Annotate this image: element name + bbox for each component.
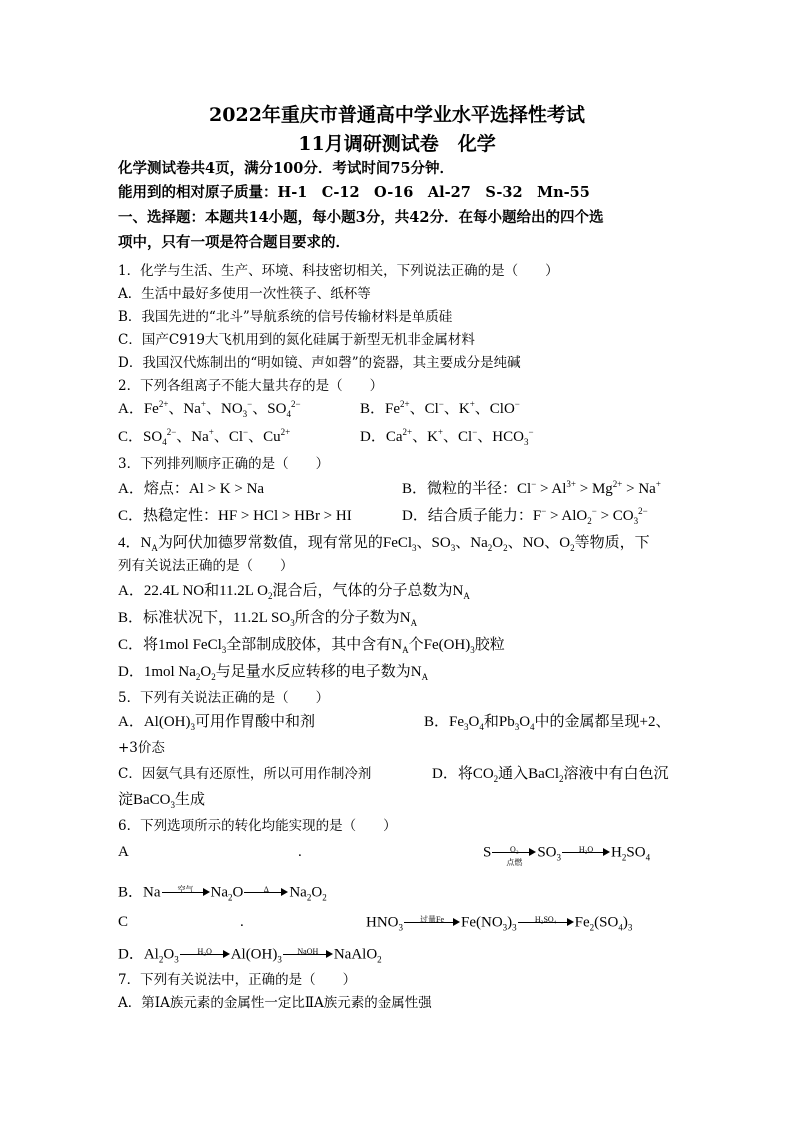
q1-option-c: C．国产C919大飞机用到的氮化硅属于新型无机非金属材料 bbox=[118, 332, 475, 348]
q6-option-a-label: A bbox=[118, 844, 129, 860]
q1-option-b: B．我国先进的“北斗”导航系统的信号传输材料是单质硅 bbox=[118, 309, 453, 325]
arrow-label-h2o: H₂O bbox=[197, 947, 212, 956]
q2-option-b: B．$Fe^{2+}$、Cl−、K+、ClO− bbox=[360, 399, 520, 417]
q6-option-c-label: C bbox=[118, 914, 129, 930]
q5-option-d: D．将$CO_2$通入BaCl$_2$溶液中有白色沉 bbox=[432, 766, 669, 784]
section-heading-line1: 一、选择题：本题共14小题，每小题3分，共42分．在每小题给出的四个选 bbox=[118, 209, 604, 226]
q2-option-d: D．$Ca^{2+}$、K+、Cl−、$HCO_3^-$ bbox=[360, 427, 534, 447]
arrow-label-air: 空气 bbox=[177, 885, 194, 894]
q1-stem: 1．化学与生活、生产、环境、科技密切相关，下列说法正确的是（ ） bbox=[118, 263, 559, 279]
q4-option-c: C．将1mol FeCl$_3$全部制成胶体，其中含有$N_A$个$Fe(OH)_3$胶粒 bbox=[118, 637, 505, 655]
q6-stem: 6．下列选项所示的转化均能实现的是（ ） bbox=[118, 818, 397, 834]
q7-stem: 7．下列有关说法中，正确的是（ ） bbox=[118, 972, 357, 988]
q4-option-b: B．标准状况下，11.2L $SO_3$所含的分子数为$N_A$ bbox=[118, 610, 418, 628]
q5-stem: 5．下列有关说法正确的是（ ） bbox=[118, 690, 330, 706]
q5-option-d-cont: 淀BaCO$_3$生成 bbox=[118, 792, 206, 810]
q6-option-c-dot: . bbox=[240, 914, 244, 930]
q1-option-a: A．生活中最好多使用一次性筷子、纸杯等 bbox=[118, 286, 371, 302]
q5-option-a-text: 可用作胃酸中和剂 bbox=[195, 714, 316, 730]
arrow-label-naoh: NaOH bbox=[297, 947, 319, 956]
q2-stem: 2．下列各组离子不能大量共存的是（ ） bbox=[118, 378, 384, 394]
q4-stem-end: 等物质，下 bbox=[574, 535, 650, 551]
q7-option-a: A．第ⅠA族元素的金属性一定比ⅡA族元素的金属性强 bbox=[118, 995, 432, 1011]
q4-option-d: D．1mol $Na_2O_2$与足量水反应转移的电子数为$N_A$ bbox=[118, 664, 429, 682]
q3-stem: 3．下列排列顺序正确的是（ ） bbox=[118, 456, 330, 472]
q4-stem: 4．$N_A$为阿伏加德罗常数值，现有常见的FeCl$_3$、$SO_3$、$Na_2O_2$、NO、$O_2$等物质，下 bbox=[118, 535, 650, 553]
reaction-arrow bbox=[562, 843, 610, 863]
q5-option-c: C．因氨气具有还原性，所以可用作制冷剂 bbox=[118, 766, 372, 782]
exam-info: 化学测试卷共4页，满分100分．考试时间75分钟． bbox=[118, 160, 455, 177]
arrow-label-h2o: H₂O bbox=[578, 845, 594, 854]
reaction-arrow bbox=[244, 883, 288, 903]
q3-option-b: B．微粒的半径：$Cl^- > Al^{3+} > Mg^{2+} > Na^+$ bbox=[402, 479, 661, 497]
reaction-arrow bbox=[162, 883, 210, 903]
q1-option-d: D．我国汉代炼制出的“明如镜、声如磬”的瓷器，其主要成分是纯碱 bbox=[118, 355, 521, 371]
atomic-masses: 能用到的相对原子质量：H-1 C-12 O-16 Al-27 S-32 Mn-55 bbox=[118, 184, 590, 201]
q6-option-a-dot: . bbox=[298, 844, 302, 860]
reaction-arrow bbox=[180, 945, 230, 965]
exam-subtitle: 11月调研测试卷 化学 bbox=[298, 133, 496, 155]
q4-option-a: A．22.4L NO和11.2L $O_2$混合后，气体的分子总数为$N_A$ bbox=[118, 583, 470, 601]
reaction-arrow bbox=[404, 913, 460, 933]
arrow-label-ignite: 点燃 bbox=[506, 858, 523, 867]
exam-title: 2022年重庆市普通高中学业水平选择性考试 bbox=[209, 104, 585, 126]
q2-option-c: C．$SO_4^{2-}$、Na+、Cl−、$Cu^{2+}$ bbox=[118, 427, 291, 447]
q5-option-a: A．$Al(OH)_3$可用作胃酸中和剂 bbox=[118, 714, 316, 732]
reaction-arrow bbox=[492, 843, 536, 867]
q6-option-b: B．Na 空气 $Na_2O$ Δ $Na_2O_2$ bbox=[118, 883, 327, 903]
q5-option-b-cont: +3价态 bbox=[118, 740, 165, 756]
q6-option-a-equation: S O₂ 点燃 $SO_3$ H₂O $H_2SO_4$ bbox=[483, 843, 650, 863]
q5-option-b-text: 中的金属都呈现+2、 bbox=[534, 714, 671, 730]
arrow-label-delta: Δ bbox=[263, 885, 269, 894]
q4-stem-line2: 列有关说法正确的是（ ） bbox=[118, 558, 294, 574]
q6-option-c-equation: $HNO_3$ 过量Fe $Fe(NO_3)_3$ H₂SO₄ $Fe_2(SO_4)_3$ bbox=[366, 913, 632, 933]
q5-option-b: B．$Fe_3O_4$和$Pb_3O_4$中的金属都呈现+2、 bbox=[424, 714, 671, 732]
q5-option-d-text: 溶液中有白色沉 bbox=[563, 766, 669, 782]
q5-d-cont-start: 淀 bbox=[118, 792, 134, 808]
q3-option-a: A．熔点：Al > K > Na bbox=[118, 481, 265, 497]
q5-d-cont-end: 生成 bbox=[175, 792, 206, 808]
arrow-label-h2so4: H₂SO₄ bbox=[534, 915, 557, 924]
q4-stem-text: 为阿伏加德罗常数值，现有常见的 bbox=[157, 535, 383, 551]
q2-option-a: A．$Fe^{2+}$、Na+、$NO_3^-$、$SO_4^{2-}$ bbox=[118, 399, 301, 419]
reaction-arrow bbox=[283, 945, 333, 965]
reaction-arrow bbox=[518, 913, 574, 933]
q3-option-c: C．热稳定性：HF > HCl > HBr > HI bbox=[118, 508, 352, 524]
section-heading-line2: 项中，只有一项是符合题目要求的． bbox=[118, 234, 350, 251]
arrow-label-o2: O₂ bbox=[510, 845, 519, 854]
arrow-label-excess-fe: 过量Fe bbox=[420, 915, 444, 924]
q3-option-d: D．结合质子能力：$F^- > AlO_2^- > CO_3^{2-}$ bbox=[402, 506, 648, 526]
q6-option-d: D．$Al_2O_3$ H₂O $Al(OH)_3$ NaOH NaAlO$_2$ bbox=[118, 945, 382, 965]
